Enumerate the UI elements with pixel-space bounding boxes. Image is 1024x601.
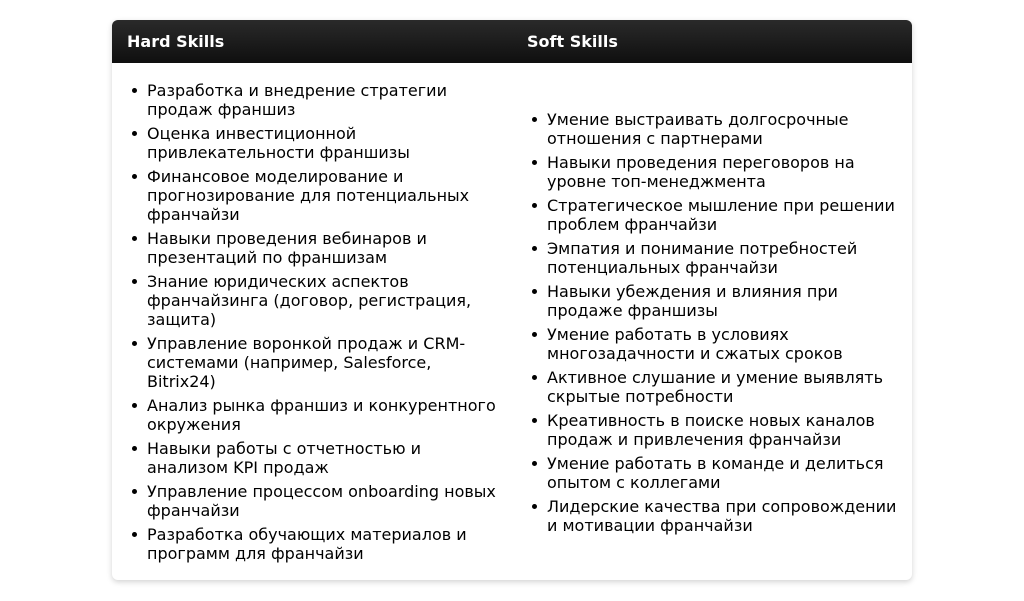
soft-skills-column <box>512 63 912 568</box>
hard-skills-header: Hard Skills <box>127 32 225 51</box>
table-body <box>112 63 912 568</box>
list-item: Креативность в поиске новых каналов продаж и привлечения франчайзи <box>547 411 912 449</box>
hard-skills-column <box>112 63 512 568</box>
list-item: Анализ рынка франшиз и конкурентного окружения <box>147 396 512 434</box>
list-item: Оценка инвестиционной привлекательности франшизы <box>147 124 512 162</box>
list-item: Навыки проведения переговоров на уровне топ-менеджмента <box>547 153 912 191</box>
list-item: Умение работать в условиях многозадачности и сжатых сроков <box>547 325 912 363</box>
list-item: Навыки убеждения и влияния при продаже франшизы <box>547 282 912 320</box>
list-item: Финансовое моделирование и прогнозирование для потенциальных франчайзи <box>147 167 512 224</box>
list-item: Навыки работы с отчетностью и анализом KPI продаж <box>147 439 512 477</box>
list-item: Эмпатия и понимание потребностей потенциальных франчайзи <box>547 239 912 277</box>
list-item: Стратегическое мышление при решении проблем франчайзи <box>547 196 912 234</box>
list-item: Лидерские качества при сопровождении и мотивации франчайзи <box>547 497 912 535</box>
list-item: Активное слушание и умение выявлять скрытые потребности <box>547 368 912 406</box>
list-item: Управление воронкой продаж и CRM-системами (например, Salesforce, Bitrix24) <box>147 334 512 391</box>
list-item: Разработка и внедрение стратегии продаж франшиз <box>147 81 512 119</box>
skills-table <box>112 20 912 580</box>
list-item: Навыки проведения вебинаров и презентаций по франшизам <box>147 229 512 267</box>
list-item: Знание юридических аспектов франчайзинга (договор, регистрация, защита) <box>147 272 512 329</box>
soft-skills-list <box>512 63 912 535</box>
list-item: Умение работать в команде и делиться опытом с коллегами <box>547 454 912 492</box>
list-item: Управление процессом onboarding новых франчайзи <box>147 482 512 520</box>
hard-skills-list <box>112 63 512 563</box>
table-header <box>112 20 912 63</box>
list-item: Разработка обучающих материалов и программ для франчайзи <box>147 525 512 563</box>
list-item: Умение выстраивать долгосрочные отношения с партнерами <box>547 110 912 148</box>
soft-skills-header: Soft Skills <box>527 32 618 51</box>
